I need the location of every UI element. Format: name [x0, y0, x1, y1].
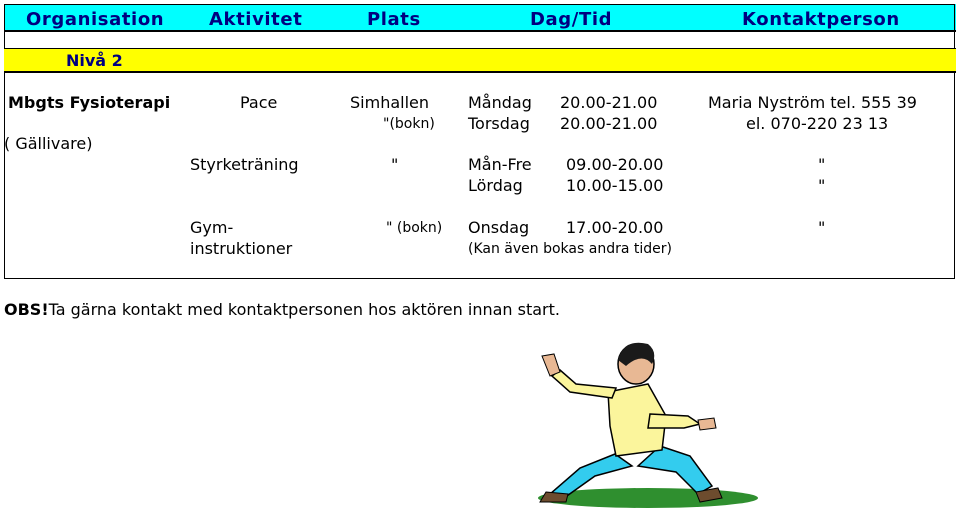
raised-arm — [552, 370, 616, 398]
row5-note: (Kan även bokas andra tider) — [468, 241, 672, 257]
row3-contact: " — [818, 155, 826, 174]
row1-time: 20.00-21.00 — [560, 93, 658, 112]
row2-contact: el. 070-220 23 13 — [746, 114, 889, 133]
forward-arm — [648, 414, 700, 428]
row2-place: "(bokn) — [383, 116, 435, 132]
row5-contact: " — [818, 218, 826, 237]
row3-activity: Styrketräning — [190, 155, 299, 174]
level-label: Nivå 2 — [66, 51, 123, 70]
row2-day: Torsdag — [468, 114, 530, 133]
header-dag-tid: Dag/Tid — [530, 9, 613, 30]
obs-label: OBS! — [4, 300, 49, 319]
header-aktivitet: Aktivitet — [209, 9, 303, 30]
row1-contact: Maria Nyström tel. 555 39 — [708, 93, 917, 112]
header-kontaktperson: Kontaktperson — [742, 9, 900, 30]
org-location: ( Gällivare) — [4, 134, 93, 153]
obs-text: Ta gärna kontakt med kontaktpersonen hos aktören innan start. — [48, 300, 560, 319]
row5-activity-line1: Gym- — [190, 218, 234, 237]
row4-time: 10.00-15.00 — [566, 176, 664, 195]
header-divider — [4, 30, 956, 32]
left-shoe — [540, 492, 568, 502]
row1-place: Simhallen — [350, 93, 430, 112]
row5-activity-line2: instruktioner — [190, 239, 293, 258]
forward-hand — [698, 418, 716, 430]
row5-day: Onsdag — [468, 218, 530, 237]
header-plats: Plats — [367, 9, 421, 30]
header-organisation: Organisation — [26, 9, 165, 30]
level-bottom-divider — [4, 71, 956, 73]
org-name: Mbgts Fysioterapi — [8, 93, 171, 112]
row1-activity: Pace — [240, 93, 278, 112]
row3-day: Mån-Fre — [468, 155, 532, 174]
row2-time: 20.00-21.00 — [560, 114, 658, 133]
table-frame — [4, 4, 955, 279]
row3-place: " — [391, 155, 399, 174]
row5-time: 17.00-20.00 — [566, 218, 664, 237]
row4-day: Lördag — [468, 176, 523, 195]
row3-time: 09.00-20.00 — [566, 155, 664, 174]
raised-hand — [542, 354, 560, 376]
right-leg — [638, 446, 712, 494]
obs-note — [4, 300, 560, 319]
row4-contact: " — [818, 176, 826, 195]
tai-chi-person-icon — [520, 336, 770, 512]
row1-day: Måndag — [468, 93, 532, 112]
level-row — [4, 49, 956, 71]
row5-place: " (bokn) — [386, 220, 443, 236]
